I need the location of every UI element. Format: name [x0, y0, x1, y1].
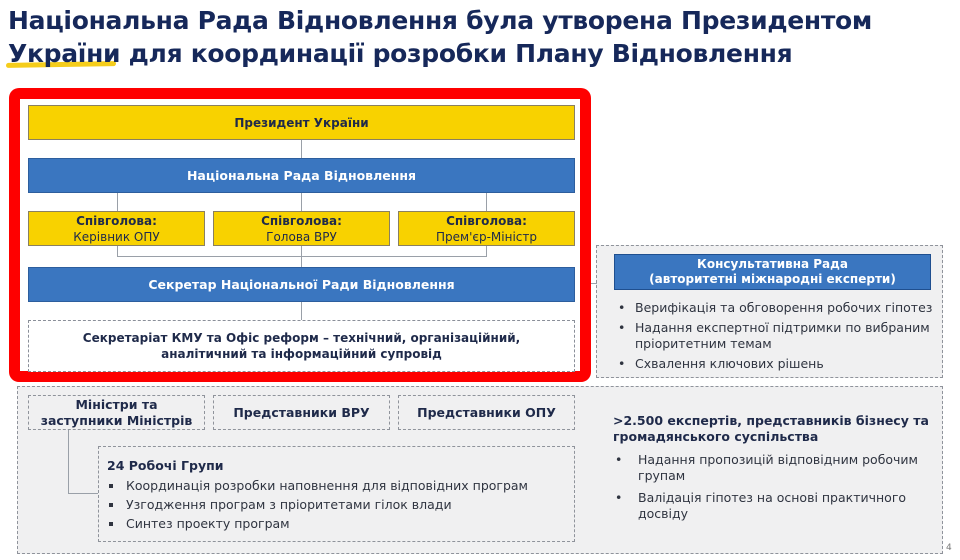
bullet-icon: • — [618, 356, 626, 371]
president-box — [28, 105, 575, 140]
co-chair-role: Співголова: — [261, 213, 342, 228]
co-chair-box-pm — [398, 211, 575, 246]
secretary-box — [28, 267, 575, 302]
square-bullet-icon — [109, 484, 113, 488]
secretariat-box — [28, 320, 575, 372]
national-council-box — [28, 158, 575, 193]
co-chair-box-opu — [28, 211, 205, 246]
co-chair-role: Співголова: — [446, 213, 527, 228]
vru-representatives-box: Представники ВРУ — [213, 395, 390, 430]
bullet-icon: • — [618, 320, 626, 335]
co-chair-name: Голова ВРУ — [266, 229, 337, 244]
co-chair-name: Керівник ОПУ — [73, 229, 160, 244]
list-item: • Валідація гіпотез на основі практичного досвіду — [615, 490, 907, 521]
page-title: Національна Рада Відновлення була утворена Президентом України для координації розробки Плану Відновлення — [8, 6, 873, 68]
list-item: • Надання пропозицій відповідним робочим групам — [615, 452, 918, 483]
bullet-icon: • — [615, 452, 623, 467]
list-item: Узгодження програм з пріоритетами гілок влади — [106, 495, 566, 514]
advisory-council-list — [615, 300, 935, 376]
connector-line — [68, 493, 98, 494]
page-number: 4 — [946, 543, 952, 553]
working-groups-list — [106, 476, 566, 533]
secretariat-label: Секретаріат КМУ та Офіс реформ – технічний, організаційний, аналітичний та інформаційний супровід — [82, 331, 521, 361]
president-label: Президент України — [234, 115, 369, 130]
list-item: • Верифікація та обговорення робочих гіпотез — [618, 300, 933, 315]
advisory-council-header — [614, 254, 931, 290]
working-groups-title: 24 Робочі Групи — [107, 458, 224, 473]
connector-line — [117, 256, 487, 257]
bullet-icon: • — [618, 300, 626, 315]
advisory-council-subtitle: (авторитетні міжнародні експерти) — [649, 272, 896, 286]
connector-line — [68, 430, 69, 493]
experts-list — [613, 452, 933, 528]
square-bullet-icon — [109, 503, 113, 507]
experts-title: >2.500 експертів, представників бізнесу та громадянського суспільства — [613, 413, 929, 444]
list-item: Синтез проекту програм — [106, 514, 566, 533]
national-council-label: Національна Рада Відновлення — [186, 167, 417, 183]
co-chair-box-vru — [213, 211, 390, 246]
square-bullet-icon — [109, 522, 113, 526]
co-chair-name: Прем'єр-Міністр — [436, 229, 537, 244]
list-item: Координація розробки наповнення для відповідних програм — [106, 476, 566, 495]
bullet-icon: • — [615, 490, 623, 505]
co-chair-role: Співголова: — [76, 213, 157, 228]
advisory-council-title: Консультативна Рада — [697, 257, 848, 271]
secretary-label: Секретар Національної Ради Відновлення — [148, 276, 455, 292]
list-item: • Надання експертної підтримки по вибраним пріоритетним темам — [618, 320, 930, 351]
ministers-box: Міністри та заступники Міністрів — [28, 395, 205, 430]
list-item: • Схвалення ключових рішень — [618, 356, 824, 371]
opu-representatives-box: Представники ОПУ — [398, 395, 575, 430]
